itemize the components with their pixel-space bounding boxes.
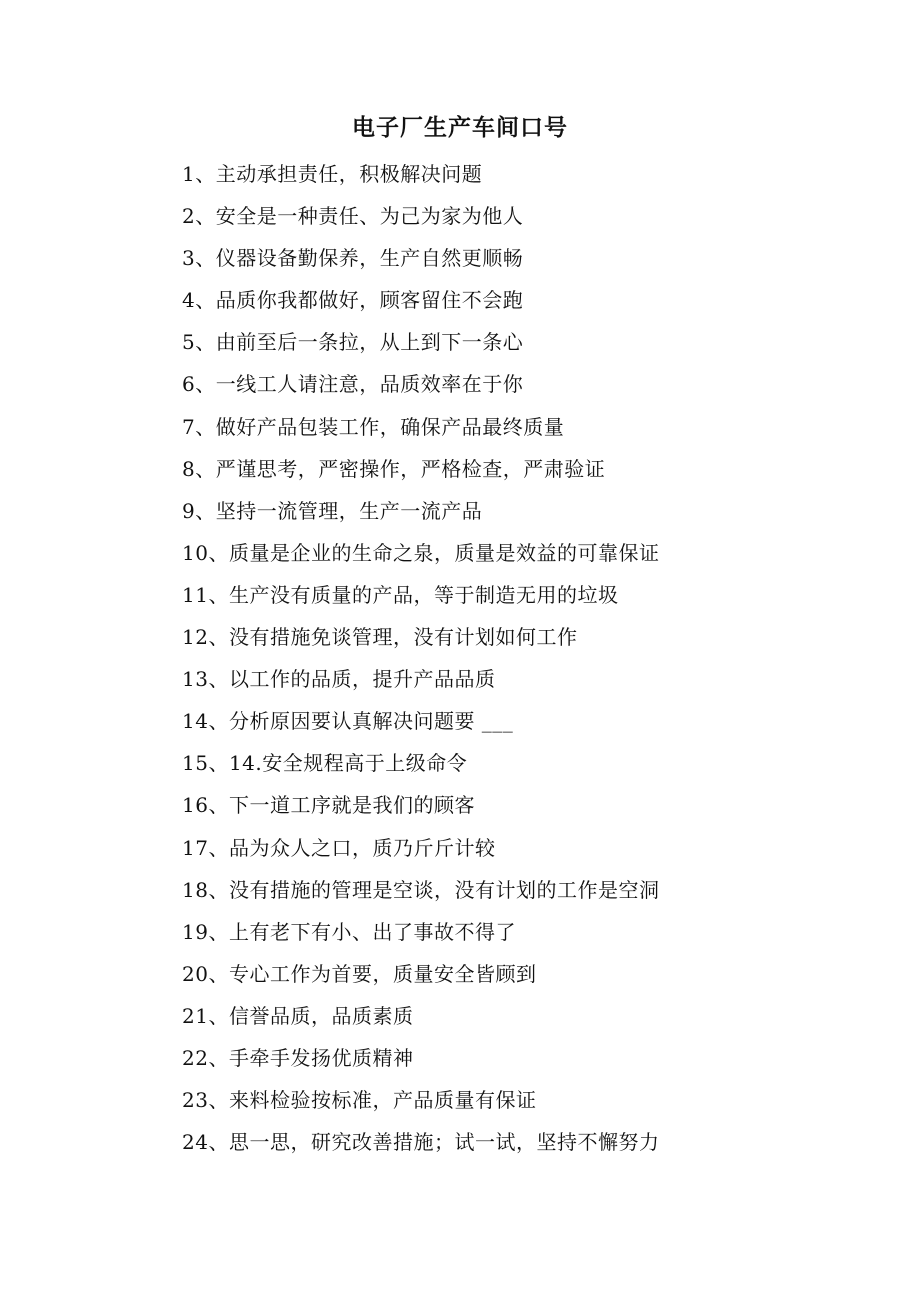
slogan-list	[182, 157, 659, 1167]
slogan-item-18: 18、没有措施的管理是空谈，没有计划的工作是空洞	[182, 877, 660, 902]
slogan-item-1: 1、主动承担责任，积极解决问题	[182, 162, 483, 186]
slogan-item-2: 2、安全是一种责任、为己为家为他人	[182, 204, 524, 229]
slogan-item-24: 24、思一思，研究改善措施；试一试，坚持不懈努力	[182, 1130, 660, 1155]
slogan-item-17: 17、品为众人之口，质乃斤斤计较	[182, 835, 496, 860]
slogan-item-16: 16、下一道工序就是我们的顾客	[182, 793, 475, 818]
slogan-item-4: 4、品质你我都做好，顾客留住不会跑	[182, 288, 524, 313]
slogan-item-3: 3、仪器设备勤保养，生产自然更顺畅	[182, 246, 524, 271]
slogan-item-10: 10、质量是企业的生命之泉，质量是效益的可靠保证	[182, 540, 660, 565]
slogan-item-15: 15、14.安全规程高于上级命令	[182, 751, 468, 776]
slogan-item-23: 23、来料检验按标准，产品质量有保证	[182, 1088, 537, 1113]
slogan-item-20: 20、专心工作为首要，质量安全皆顾到	[182, 961, 537, 986]
slogan-item-13: 13、以工作的品质，提升产品品质	[182, 667, 496, 692]
slogan-item-9: 9、坚持一流管理，生产一流产品	[182, 498, 483, 523]
slogan-item-7: 7、做好产品包装工作，确保产品最终质量	[182, 414, 565, 439]
document-title: 电子厂生产车间口号	[352, 114, 568, 141]
slogan-item-21: 21、信誉品质，品质素质	[182, 1003, 414, 1028]
slogan-item-14: 14、分析原因要认真解决问题要 ___	[182, 709, 514, 734]
slogan-item-19: 19、上有老下有小、出了事故不得了	[182, 919, 516, 944]
slogan-item-6: 6、一线工人请注意，品质效率在于你	[182, 372, 524, 397]
slogan-item-22: 22、手牵手发扬优质精神	[182, 1045, 414, 1070]
slogan-item-8: 8、严谨思考，严密操作，严格检查，严肃验证	[182, 456, 606, 481]
slogan-item-11: 11、生产没有质量的产品，等于制造无用的垃圾	[182, 582, 619, 607]
slogan-item-12: 12、没有措施免谈管理，没有计划如何工作	[182, 625, 578, 650]
slogan-item-5: 5、由前至后一条拉，从上到下一条心	[182, 330, 524, 355]
